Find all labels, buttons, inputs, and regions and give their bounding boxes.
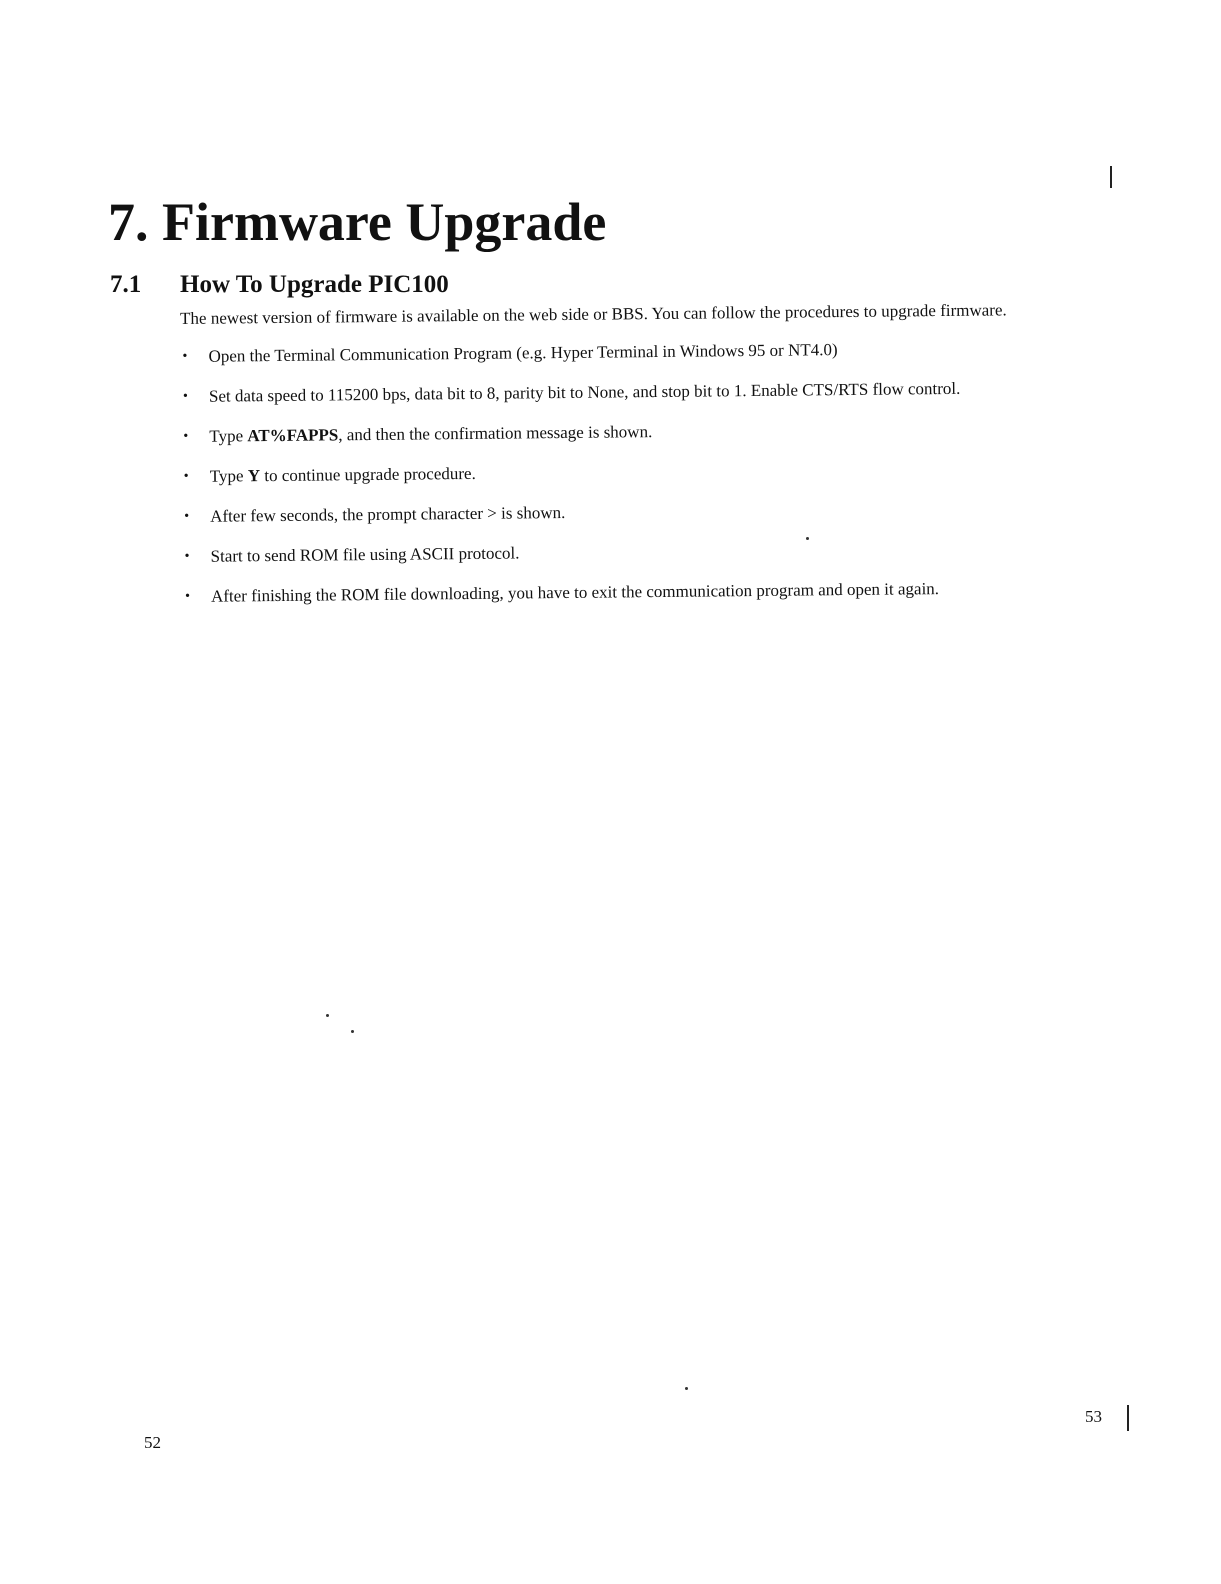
section-title: How To Upgrade PIC100	[180, 271, 449, 298]
section-number: 7.1	[110, 271, 142, 298]
bullet-icon: •	[184, 508, 190, 524]
scan-speck	[326, 1014, 329, 1017]
step-text: After few seconds, the prompt character > is shown.	[210, 502, 566, 526]
step-item	[180, 336, 1080, 369]
change-bar	[1110, 166, 1112, 188]
step-item	[183, 576, 1083, 609]
bullet-icon: •	[184, 588, 191, 604]
step-item	[182, 496, 1082, 529]
intro-paragraph: The newest version of firmware is available on the web side or BBS. You can follow the procedures to upgrade firmware.	[180, 300, 1007, 328]
bullet-icon: •	[182, 348, 188, 364]
step-text: Set data speed to 115200 bps, data bit to 8, parity bit to None, and stop bit to 1. Enable CTS/RTS flow control.	[208, 378, 961, 406]
section-heading	[110, 268, 449, 302]
step-text-prefix: Type	[209, 466, 248, 486]
step-text: Start to send ROM file using ASCII protocol.	[210, 543, 520, 566]
bullet-icon: •	[182, 388, 188, 404]
step-item	[182, 536, 1082, 569]
chapter-title: 7. Firmware Upgrade	[108, 192, 607, 252]
bullet-icon: •	[184, 548, 190, 564]
page-number-left: 52	[144, 1433, 161, 1452]
step-item	[181, 376, 1081, 409]
step-item	[181, 416, 1081, 449]
step-text: Open the Terminal Communication Program (e.g. Hyper Terminal in Windows 95 or NT4.0)	[208, 340, 838, 366]
change-bar	[1127, 1405, 1129, 1431]
step-item	[182, 456, 1082, 489]
scan-speck	[351, 1030, 354, 1033]
bullet-icon: •	[183, 468, 189, 484]
scan-speck	[806, 537, 809, 540]
section-body	[180, 298, 1083, 625]
step-text-prefix: Type	[209, 426, 248, 446]
command-text: AT%FAPPS	[247, 425, 339, 446]
step-text-suffix: to continue upgrade procedure.	[259, 463, 476, 486]
page-number-right: 53	[1085, 1407, 1102, 1426]
step-text-suffix: , and then the confirmation message is shown.	[338, 422, 653, 445]
upgrade-steps-list	[180, 336, 1083, 609]
step-text: After finishing the ROM file downloading, you have to exit the communication program and open it again.	[210, 579, 940, 606]
scan-speck	[685, 1387, 688, 1390]
bullet-icon: •	[183, 428, 189, 444]
command-text: Y	[247, 466, 261, 486]
